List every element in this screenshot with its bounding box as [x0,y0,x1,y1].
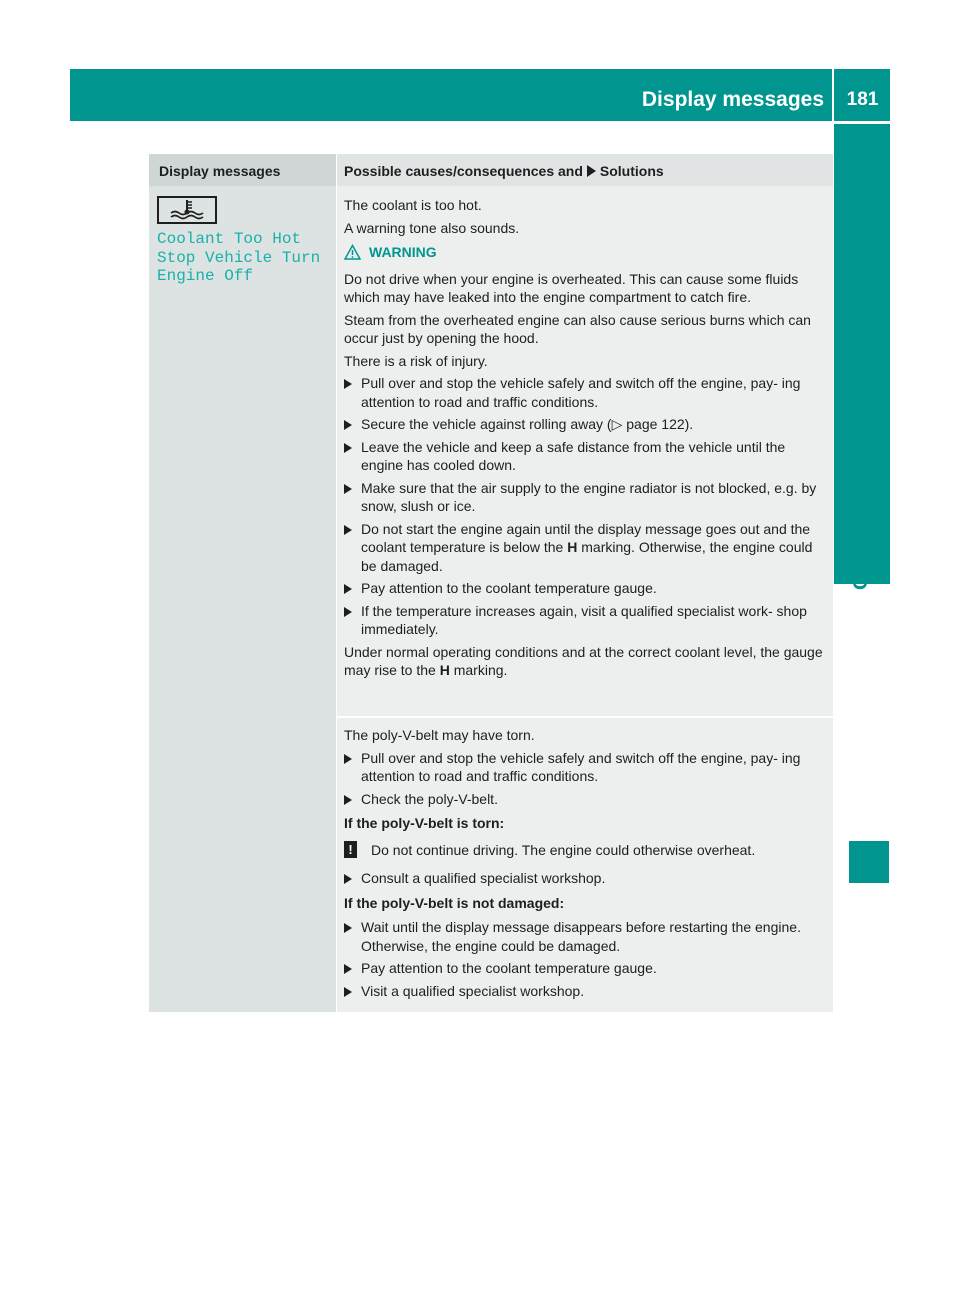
step-arrow-icon [344,484,352,494]
warning-text: There is a risk of injury. [344,352,488,369]
cause-text: A warning tone also sounds. [344,219,520,236]
instruction-step [344,415,828,434]
caution-note [344,841,828,860]
instruction-step [344,790,828,809]
step-text: Pay attention to the coolant temperature gauge. [361,960,657,976]
display-messages-table [149,154,833,1012]
warning-triangle-icon [344,244,361,260]
step-arrow-icon [344,795,352,805]
display-line: Coolant Too Hot [157,230,302,248]
step-arrow-icon [344,607,352,617]
step-arrow-icon [344,874,352,884]
header-divider [832,69,834,121]
step-text: Pull over and stop the vehicle safely and switch off the engine, pay- ing attention to road and traffic conditions. [361,749,801,784]
step-arrow-icon [344,420,352,430]
instruction-step [344,869,828,888]
step-arrow-icon [344,923,352,933]
display-message-text [157,230,320,286]
condition-heading: If the poly-V-belt is torn: [344,815,505,831]
step-arrow-icon [344,754,352,764]
instruction-step [344,374,828,411]
exclamation-icon: ! [344,841,357,858]
display-line: Engine Off [157,267,254,285]
table-header [149,154,833,186]
instruction-step [344,749,828,786]
step-text: Secure the vehicle against rolling away ( [361,416,612,432]
solutions-cell-poly-v-belt [344,726,828,1004]
instruction-step [344,918,828,955]
step-text: Pay attention to the coolant temperature gauge. [361,580,657,596]
instruction-step [344,520,828,576]
step-arrow-icon [344,379,352,389]
coolant-temperature-icon [157,196,217,224]
condition-heading: If the poly-V-belt is not damaged: [344,894,565,911]
page-reference-icon: ▷ [611,416,623,432]
instruction-step [344,438,828,475]
h-marking: H [567,539,578,555]
step-arrow-icon [344,987,352,997]
chapter-tab-label: On-board computer and displays [850,270,872,590]
column-header-solutions-text: Solutions [599,163,664,179]
step-text: Pull over and stop the vehicle safely and switch off the engine, pay- ing attention to road and traffic conditions. [361,375,801,410]
caution-text: Do not continue driving. The engine could otherwise overheat. [371,841,756,858]
step-text: Consult a qualified specialist workshop. [361,870,606,886]
section-title: Display messages [641,88,824,111]
instruction-step [344,479,828,516]
instruction-step [344,579,828,598]
solutions-cell-coolant [344,196,828,684]
step-arrow-icon [344,443,352,453]
warning-heading [344,243,828,262]
page-reference-text[interactable]: page 122). [622,416,694,432]
column-header-display: Display messages [149,154,336,186]
warning-label: WARNING [369,244,437,260]
note-text-part: Under normal operating conditions and at the correct coolant level, the gauge may rise to the [344,643,823,678]
note-text-part: marking. [453,662,508,678]
column-header-causes-text: Possible causes/consequences and [344,163,583,179]
instruction-step [344,959,828,978]
cause-text: The coolant is too hot. [344,197,482,213]
step-text: Visit a qualified specialist workshop. [361,982,585,999]
step-arrow-icon [344,584,352,594]
step-text: Make sure that the air supply to the engine radiator is not blocked, e.g. by snow, slush or ice. [361,479,817,514]
note-text [344,643,828,680]
step-arrow-icon [344,964,352,974]
display-line: Stop Vehicle Turn [157,248,321,267]
step-text: Wait until the display message disappears before restarting the engine. Otherwise, the engine could be damaged. [361,919,801,954]
column-header-causes [337,154,833,186]
chapter-marker [849,841,889,883]
h-marking: H [439,662,450,678]
page-number: 181 [846,89,879,110]
warning-text: Do not drive when your engine is overheated. This can cause some fluids which may have leaked into the engine compartment to catch fire. [344,270,799,305]
step-text: If the temperature increases again, visit a qualified specialist work- shop immediately. [361,602,807,637]
instruction-step [344,602,828,639]
arrow-right-icon [587,165,596,177]
step-text: Do not start the engine again until the display message goes out and the coolant temperature is below the [361,520,811,555]
step-text: Leave the vehicle and keep a safe distance from the vehicle until the engine has cooled down. [361,438,786,473]
step-text: Check the poly-V-belt. [361,790,498,807]
step-arrow-icon [344,525,352,535]
instruction-step [344,982,828,1001]
page-header [70,69,890,121]
step-text: marking. Otherwise, the engine could be damaged. [361,539,813,574]
row-divider [337,716,833,718]
warning-text: Steam from the overheated engine can also cause serious burns which can occur just by opening the hood. [344,311,811,346]
cause-text: The poly-V-belt may have torn. [344,727,535,743]
